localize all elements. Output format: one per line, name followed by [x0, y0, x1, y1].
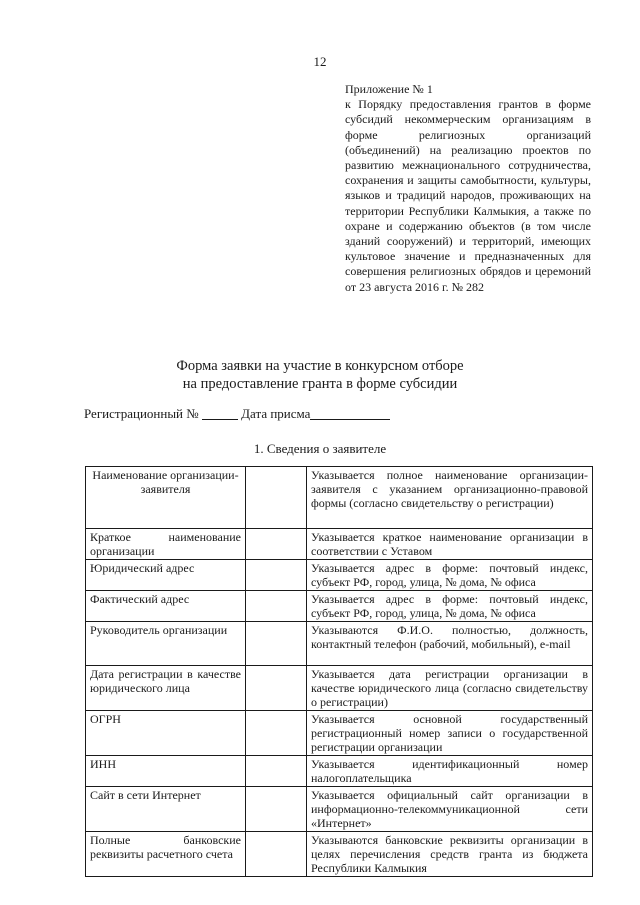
row-description: Указывается дата регистрации организации в качестве юридического лица (согласно свидетельству о регистрации) [307, 666, 593, 711]
registration-number-blank[interactable] [202, 407, 238, 420]
registration-line [84, 406, 390, 422]
row-value-cell[interactable] [246, 560, 307, 591]
table-row [86, 622, 593, 666]
table-row [86, 787, 593, 832]
row-label: Сайт в сети Интернет [86, 787, 246, 832]
row-label: Полные банковские реквизиты расчетного счета [86, 832, 246, 877]
row-description: Указывается основной государственный регистрационный номер записи о государственной регистрации организации [307, 711, 593, 756]
row-label: Наименование организации-заявителя [86, 467, 246, 529]
section-title: 1. Сведения о заявителе [253, 441, 387, 456]
appendix-text: к Порядку предоставления грантов в форме субсидий некоммерческим организациям в форме религиозных организаций (объединений) на реализацию проектов по развитию межнационального сотрудничества, сохранения и защиты самобытности, культуры, языков и традиций народов, проживающих на территории Республики Калмыкия, а также по охране и содержанию объектов (в том числе зданий сооружений) и территорий, имеющих культовое значение и предназначенных для совершения религиозных обрядов и церемоний от 23 августа 2016 г. № 282 [345, 97, 591, 294]
applicant-info-table [85, 466, 593, 877]
row-description: Указывается адрес в форме: почтовый индекс, субъект РФ, город, улица, № дома, № офиса [307, 560, 593, 591]
row-description: Указывается краткое наименование организации в соответствии с Уставом [307, 529, 593, 560]
table-row [86, 467, 593, 529]
row-label: Юридический адрес [86, 560, 246, 591]
row-label: ИНН [86, 756, 246, 787]
registration-date-blank[interactable] [310, 407, 390, 420]
row-value-cell[interactable] [246, 711, 307, 756]
table-row [86, 666, 593, 711]
form-title-line-1: Форма заявки на участие в конкурсном отборе [176, 358, 464, 374]
table-row [86, 591, 593, 622]
row-label: ОГРН [86, 711, 246, 756]
form-title-line-2: на предоставление гранта в форме субсидии [182, 376, 458, 392]
appendix-block [345, 82, 591, 295]
table-row [86, 560, 593, 591]
table-row [86, 529, 593, 560]
row-value-cell[interactable] [246, 666, 307, 711]
row-label: Краткое наименование организации [86, 529, 246, 560]
row-description: Указывается идентификационный номер налогоплательщика [307, 756, 593, 787]
table-row [86, 756, 593, 787]
row-value-cell[interactable] [246, 832, 307, 877]
row-description: Указывается официальный сайт организации в информационно-телекоммуникационной сети «Интернет» [307, 787, 593, 832]
form-title [0, 357, 640, 393]
page-number: 12 [313, 54, 327, 69]
row-label: Руководитель организации [86, 622, 246, 666]
table-row [86, 832, 593, 877]
row-description: Указываются банковские реквизиты организации в целях перечисления средств гранта из бюджета Республики Калмыкия [307, 832, 593, 877]
row-label: Дата регистрации в качестве юридического лица [86, 666, 246, 711]
row-value-cell[interactable] [246, 756, 307, 787]
row-value-cell[interactable] [246, 591, 307, 622]
row-description: Указывается адрес в форме: почтовый индекс, субъект РФ, город, улица, № дома, № офиса [307, 591, 593, 622]
row-value-cell[interactable] [246, 787, 307, 832]
row-label: Фактический адрес [86, 591, 246, 622]
row-description: Указывается полное наименование организации-заявителя с указанием организационно-правовой формы (согласно свидетельству о регистрации) [307, 467, 593, 529]
row-value-cell[interactable] [246, 529, 307, 560]
registration-number-label: Регистрационный № [84, 406, 199, 421]
appendix-title: Приложение № 1 [345, 82, 433, 96]
table-row [86, 711, 593, 756]
row-value-cell[interactable] [246, 622, 307, 666]
row-value-cell[interactable] [246, 467, 307, 529]
row-description: Указываются Ф.И.О. полностью, должность, контактный телефон (рабочий, мобильный), e-mail [307, 622, 593, 666]
registration-date-label: Дата присма [241, 406, 311, 421]
